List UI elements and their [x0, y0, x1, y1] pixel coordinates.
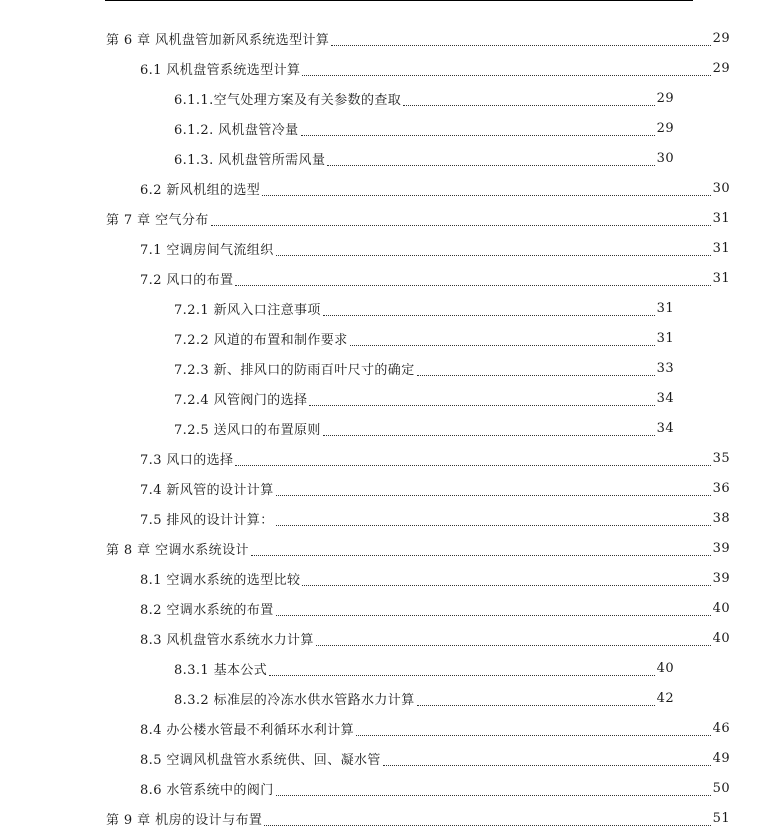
toc-leader-dots	[301, 125, 655, 136]
toc-entry-page: 36	[712, 480, 730, 496]
toc-entry-title: 6.1.2. 风机盘管冷量	[174, 122, 299, 138]
toc-entry-page: 31	[656, 300, 674, 316]
toc-entry[interactable]	[0, 353, 674, 383]
toc-leader-dots	[276, 515, 711, 526]
toc-entry[interactable]	[0, 413, 674, 443]
toc-entry-page: 31	[712, 240, 730, 256]
toc-entry-title: 8.1 空调水系统的选型比较	[140, 572, 301, 588]
toc-entry[interactable]	[0, 113, 674, 143]
toc-entry[interactable]	[0, 83, 674, 113]
toc-entry-title: 8.3.2 标准层的冷冻水供水管路水力计算	[174, 692, 415, 708]
toc-entry-page: 38	[712, 510, 730, 526]
toc-entry-page: 29	[712, 30, 730, 46]
toc-entry[interactable]	[0, 323, 674, 353]
toc-entry-title: 8.2 空调水系统的布置	[140, 602, 274, 618]
toc-entry-title: 7.5 排风的设计计算：	[140, 512, 274, 528]
toc-entry-page: 30	[712, 180, 730, 196]
header-rule	[105, 0, 693, 1]
toc-leader-dots	[235, 455, 710, 466]
toc-entry-title: 7.2.3 新、排风口的防雨百叶尺寸的确定	[174, 362, 415, 378]
toc-entry-title: 7.3 风口的选择	[140, 452, 234, 468]
toc-entry-title: 7.2.2 风道的布置和制作要求	[174, 332, 348, 348]
toc-leader-dots	[417, 695, 655, 706]
toc-leader-dots	[302, 575, 710, 586]
toc-entry[interactable]	[0, 203, 730, 233]
toc-entry-page: 30	[656, 150, 674, 166]
toc-leader-dots	[327, 155, 654, 166]
toc-entry-title: 7.4 新风管的设计计算	[140, 482, 274, 498]
toc-entry-title: 第 6 章 风机盘管加新风系统选型计算	[106, 32, 330, 48]
toc-leader-dots	[350, 335, 655, 346]
toc-entry-page: 34	[656, 390, 674, 406]
toc-leader-dots	[276, 485, 711, 496]
toc-entry[interactable]	[0, 773, 730, 803]
toc-entry-title: 第 9 章 机房的设计与布置	[106, 812, 263, 828]
toc-leader-dots	[262, 185, 710, 196]
toc-entry[interactable]	[0, 563, 730, 593]
toc-entry-page: 29	[656, 120, 674, 136]
table-of-contents	[0, 23, 779, 833]
toc-leader-dots	[356, 725, 711, 736]
toc-entry[interactable]	[0, 23, 730, 53]
toc-entry-title: 8.4 办公楼水管最不利循环水利计算	[140, 722, 355, 738]
toc-entry-title: 6.1 风机盘管系统选型计算	[140, 62, 301, 78]
toc-entry[interactable]	[0, 533, 730, 563]
toc-entry[interactable]	[0, 143, 674, 173]
toc-entry[interactable]	[0, 443, 730, 473]
toc-leader-dots	[235, 275, 710, 286]
toc-entry[interactable]	[0, 383, 674, 413]
toc-entry[interactable]	[0, 803, 730, 833]
toc-entry-title: 7.2 风口的布置	[140, 272, 234, 288]
toc-entry-title: 7.2.4 风管阀门的选择	[174, 392, 308, 408]
toc-entry-page: 42	[656, 690, 674, 706]
toc-leader-dots	[309, 395, 654, 406]
toc-entry-page: 31	[656, 330, 674, 346]
toc-leader-dots	[302, 65, 710, 76]
toc-entry-page: 50	[712, 780, 730, 796]
toc-entry-title: 第 7 章 空气分布	[106, 212, 209, 228]
toc-entry-page: 29	[656, 90, 674, 106]
toc-entry[interactable]	[0, 473, 730, 503]
toc-entry-page: 40	[712, 600, 730, 616]
toc-entry-title: 7.1 空调房间气流组织	[140, 242, 274, 258]
toc-entry-title: 8.3.1 基本公式	[174, 662, 268, 678]
toc-entry-page: 31	[712, 270, 730, 286]
toc-entry[interactable]	[0, 233, 730, 263]
toc-entry-title: 8.5 空调风机盘管水系统供、回、凝水管	[140, 752, 381, 768]
toc-entry[interactable]	[0, 173, 730, 203]
toc-leader-dots	[383, 755, 711, 766]
toc-leader-dots	[276, 245, 711, 256]
toc-leader-dots	[316, 635, 711, 646]
toc-leader-dots	[323, 425, 655, 436]
toc-entry-page: 29	[712, 60, 730, 76]
toc-entry-page: 49	[712, 750, 730, 766]
toc-entry[interactable]	[0, 683, 674, 713]
toc-entry-title: 7.2.5 送风口的布置原则	[174, 422, 321, 438]
toc-entry[interactable]	[0, 53, 730, 83]
toc-leader-dots	[251, 545, 711, 556]
toc-entry[interactable]	[0, 293, 674, 323]
toc-leader-dots	[403, 95, 654, 106]
toc-entry[interactable]	[0, 743, 730, 773]
toc-entry[interactable]	[0, 263, 730, 293]
toc-entry[interactable]	[0, 653, 674, 683]
toc-entry-page: 33	[656, 360, 674, 376]
toc-entry[interactable]	[0, 623, 730, 653]
toc-entry-title: 6.1.3. 风机盘管所需风量	[174, 152, 326, 168]
toc-entry-title: 7.2.1 新风入口注意事项	[174, 302, 321, 318]
toc-entry-page: 40	[656, 660, 674, 676]
toc-leader-dots	[211, 215, 711, 226]
toc-leader-dots	[276, 785, 711, 796]
toc-entry-page: 46	[712, 720, 730, 736]
toc-leader-dots	[269, 665, 654, 676]
toc-entry-page: 40	[712, 630, 730, 646]
toc-entry-title: 8.6 水管系统中的阀门	[140, 782, 274, 798]
toc-leader-dots	[417, 365, 655, 376]
toc-entry-page: 34	[656, 420, 674, 436]
toc-entry-page: 51	[712, 810, 730, 826]
toc-entry-title: 6.1.1.空气处理方案及有关参数的查取	[174, 92, 402, 108]
toc-entry-title: 8.3 风机盘管水系统水力计算	[140, 632, 314, 648]
toc-entry-page: 35	[712, 450, 730, 466]
toc-leader-dots	[323, 305, 655, 316]
toc-leader-dots	[264, 815, 710, 826]
toc-entry[interactable]	[0, 593, 730, 623]
toc-leader-dots	[276, 605, 711, 616]
toc-leader-dots	[331, 35, 710, 46]
toc-entry-page: 39	[712, 570, 730, 586]
toc-entry-title: 第 8 章 空调水系统设计	[106, 542, 249, 558]
toc-entry-title: 6.2 新风机组的选型	[140, 182, 261, 198]
toc-entry[interactable]	[0, 713, 730, 743]
toc-entry-page: 39	[712, 540, 730, 556]
toc-entry[interactable]	[0, 503, 730, 533]
toc-entry-page: 31	[712, 210, 730, 226]
